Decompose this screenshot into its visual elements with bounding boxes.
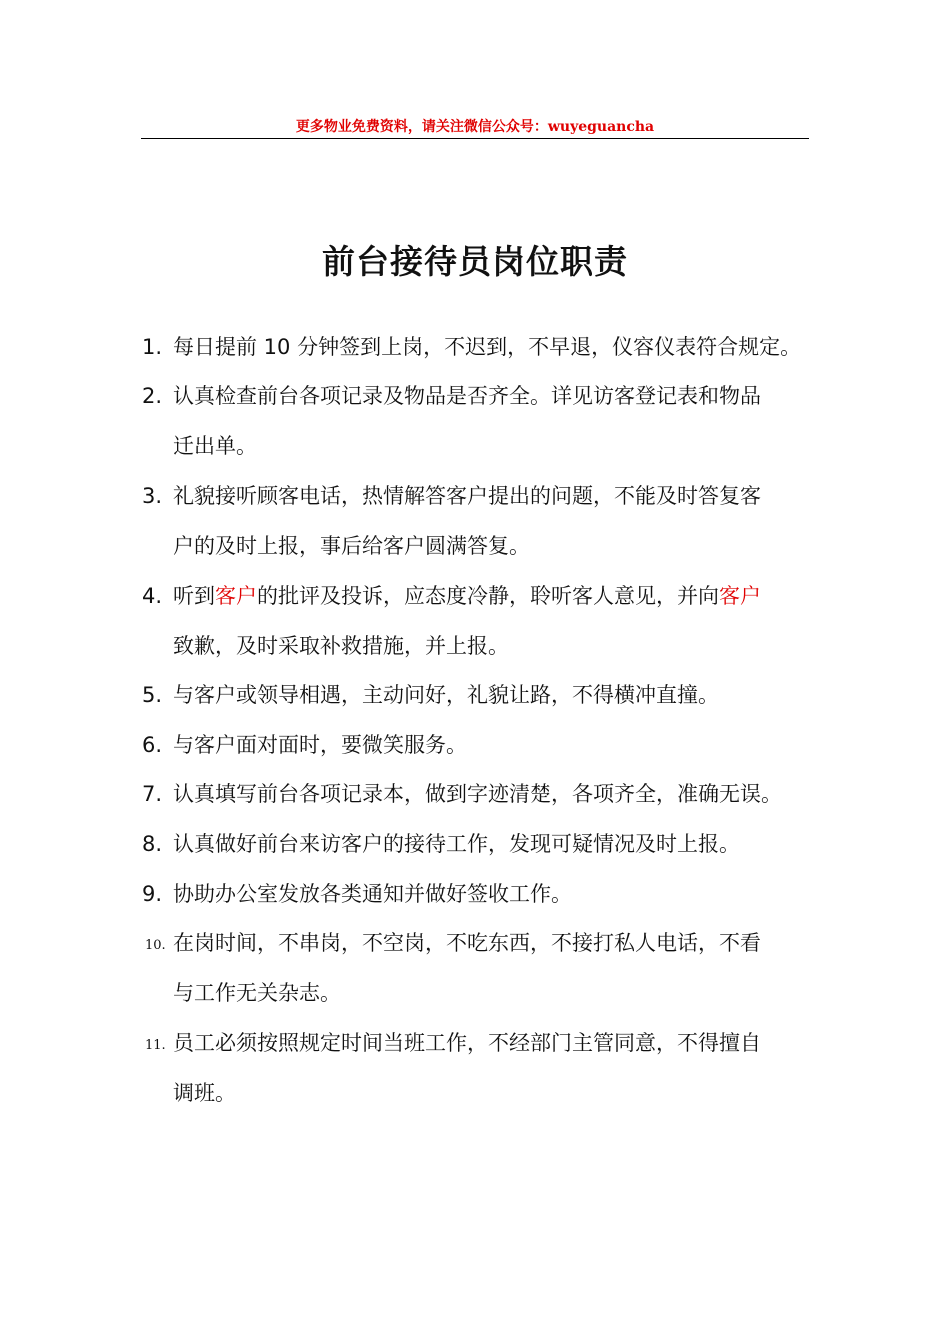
item-number: 4. — [142, 584, 163, 608]
highlighted-text: 客户 — [215, 584, 257, 608]
item-number: 9. — [142, 882, 163, 906]
item-text-line: 认真做好前台来访客户的接待工作，发现可疑情况及时上报。 — [173, 832, 740, 856]
item-number: 10. — [145, 938, 166, 953]
item-number: 1. — [142, 335, 163, 359]
item-text-line: 协助办公室发放各类通知并做好签收工作。 — [173, 882, 572, 906]
item-text-line — [173, 581, 761, 611]
text-segment: 的批评及投诉，应态度冷静，聆听客人意见，并向 — [257, 584, 719, 608]
page-title: 前台接待员岗位职责 — [322, 242, 628, 281]
item-text-line: 在岗时间，不串岗，不空岗，不吃东西，不接打私人电话，不看 — [173, 931, 761, 955]
header-promo-note: 更多物业免费资料，请关注微信公众号：wuyeguancha — [295, 119, 655, 135]
item-text-line: 致歉，及时采取补救措施，并上报。 — [173, 634, 509, 658]
item-text-line: 与客户或领导相遇，主动问好，礼貌让路，不得横冲直撞。 — [173, 683, 719, 707]
item-number: 6. — [142, 733, 163, 757]
item-number: 2. — [142, 384, 163, 408]
highlighted-text: 客户 — [719, 584, 761, 608]
item-text-line: 每日提前 10 分钟签到上岗，不迟到，不早退，仪容仪表符合规定。 — [173, 335, 802, 359]
item-number: 5. — [142, 683, 163, 707]
item-number: 11. — [145, 1038, 166, 1053]
item-text-line: 礼貌接听顾客电话，热情解答客户提出的问题，不能及时答复客 — [173, 484, 761, 508]
item-text-line: 认真填写前台各项记录本，做到字迹清楚，各项齐全，准确无误。 — [173, 782, 782, 806]
item-number: 7. — [142, 782, 163, 806]
text-segment: 听到 — [173, 584, 215, 608]
item-text-line: 与客户面对面时，要微笑服务。 — [173, 733, 467, 757]
item-number: 3. — [142, 484, 163, 508]
item-text-line: 户的及时上报，事后给客户圆满答复。 — [173, 534, 530, 558]
item-text-line: 调班。 — [173, 1081, 236, 1105]
item-text-line: 员工必须按照规定时间当班工作，不经部门主管同意，不得擅自 — [173, 1031, 761, 1055]
item-text-line: 与工作无关杂志。 — [173, 981, 341, 1005]
item-number: 8. — [142, 832, 163, 856]
item-text-line: 迁出单。 — [173, 434, 257, 458]
item-text-line: 认真检查前台各项记录及物品是否齐全。详见访客登记表和物品 — [173, 384, 761, 408]
